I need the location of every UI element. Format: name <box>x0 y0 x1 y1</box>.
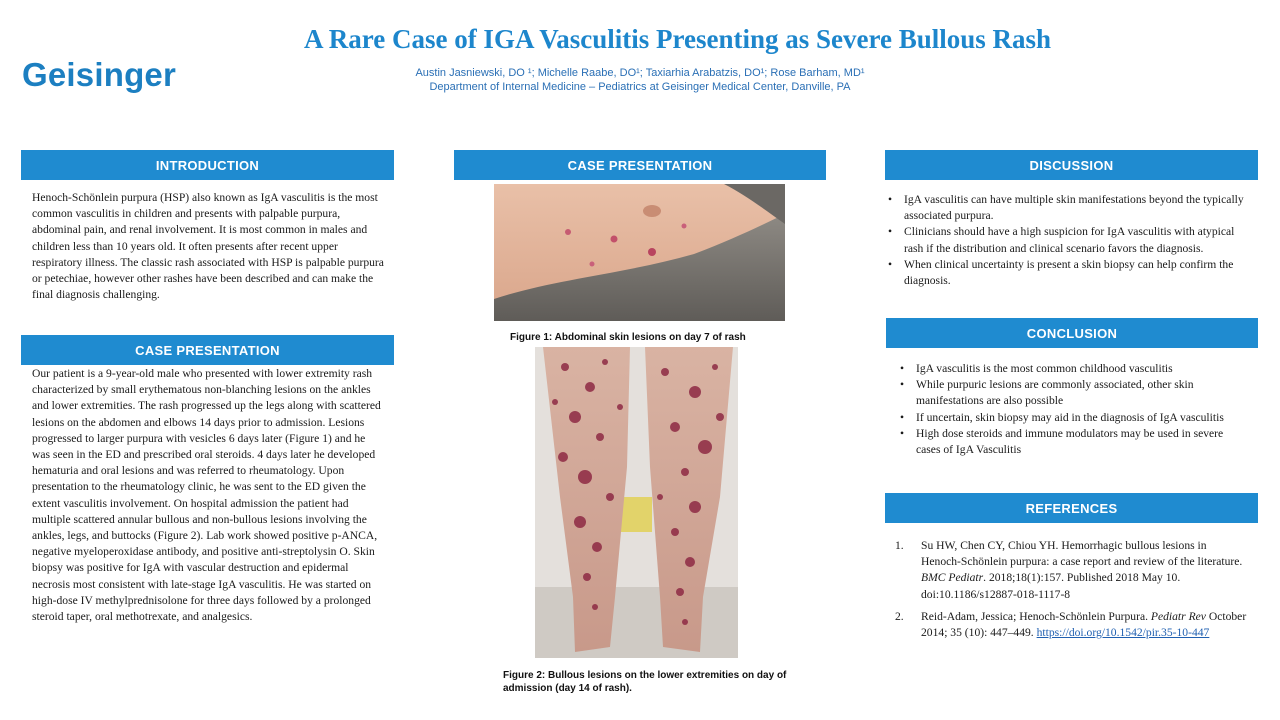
discussion-heading: DISCUSSION <box>885 150 1258 180</box>
conclusion-item: • High dose steroids and immune modulators may be used in severe cases of IgA Vasculitis <box>886 426 1246 458</box>
introduction-text: Henoch-Schönlein purpura (HSP) also known as IgA vasculitis is the most common vasculitis in children and presents with palpable purpura, abdominal pain, and renal involvement. It is most common in males and children less than 10 years old. It often presents after recent upper respiratory illness. The classic rash associated with HSP is palpable purpura or petechiae, however other rashes have been described and can make the final diagnosis challenging. <box>32 191 384 302</box>
reference-text: Reid-Adam, Jessica; Henoch-Schönlein Purpura. <box>921 609 1151 623</box>
reference-number: 2. <box>895 609 904 623</box>
figure-2-caption: Figure 2: Bullous lesions on the lower extremities on day of admission (day 14 of rash). <box>503 670 787 694</box>
case-presentation-text: Our patient is a 9-year-old male who presented with lower extremity rash characterized by small erythematous non-blanching lesions on the ankles and lower extremities. The rash progressed up the legs along with scattered lesions on the abdomen and elbows 14 days prior to admission. Lesions progressed to larger purpura with vesicles 6 days later (Figure 1) and he was seen in the ED and prescribed oral steroids. 4 days later he developed hematuria and oral lesions and was referred to rheumatology. Upon presentation to the rheumatology clinic, he was sent to the ED given the extent vasculitis involvement. On hospital admission the patient had multiple scattered annular bullous and non-bullous lesions involving the ankles, legs, and buttocks (Figure 2). Lab work showed positive p-ANCA, negative myeloperoxidase antibody, and positive anti-streptolysin O. Skin biopsy was positive for IgA with vascular destruction and epidermal necrosis most consistent with late-stage IgA vasculitis. He was started on high-dose IV methylprednisolone for three days followed by a prolonged steroid taper, oral methotrexate, and analgesics. <box>32 367 381 624</box>
reference-text: Su HW, Chen CY, Chiou YH. Hemorrhagic bullous lesions in Henoch-Schönlein purpura: a case report and review of the literature. <box>921 539 1243 569</box>
discussion-item: • When clinical uncertainty is present a skin biopsy can help confirm the diagnosis. <box>886 257 1246 289</box>
conclusion-item: • If uncertain, skin biopsy may aid in the diagnosis of IgA vasculitis <box>886 410 1246 426</box>
discussion-item: • IgA vasculitis can have multiple skin manifestations beyond the typically associated purpura. <box>886 192 1246 224</box>
geisinger-logo: Geisinger <box>22 56 177 93</box>
reference-item <box>895 538 1247 603</box>
discussion-item: • Clinicians should have a high suspicion for IgA vasculitis with atypical rash if the distribution and clinical scenario favors the diagnosis. <box>886 224 1246 256</box>
introduction-heading: INTRODUCTION <box>21 150 394 180</box>
poster-title: A Rare Case of IGA Vasculitis Presenting as Severe Bullous Rash <box>303 24 1052 54</box>
authors-line: Austin Jasniewski, DO ¹; Michelle Raabe, DO¹; Taxiarhia Arabatzis, DO¹; Rose Barham, MD¹ <box>415 67 865 79</box>
figure-1-abdomen-photo <box>494 184 785 321</box>
case-presentation-heading-center: CASE PRESENTATION <box>454 150 826 180</box>
figure-2-legs-photo <box>535 347 738 658</box>
figure-1-caption: Figure 1: Abdominal skin lesions on day 7 of rash <box>510 332 746 343</box>
references-heading: REFERENCES <box>885 493 1258 523</box>
conclusion-heading: CONCLUSION <box>886 318 1258 348</box>
reference-doi-link[interactable]: https://doi.org/10.1542/pir.35-10-447 <box>1036 626 1210 640</box>
conclusion-item: • While purpuric lesions are commonly associated, other skin manifestations are also possible <box>886 377 1246 409</box>
reference-text: October 2014; 35 (10): 447–449. <box>921 609 1247 640</box>
reference-journal: BMC Pediatr <box>921 571 984 585</box>
conclusion-item: • IgA vasculitis is the most common childhood vasculitis <box>886 361 1246 377</box>
references-list <box>895 538 1247 647</box>
case-presentation-heading-left: CASE PRESENTATION <box>21 335 394 365</box>
department-line: Department of Internal Medicine – Pediatrics at Geisinger Medical Center, Danville, PA <box>429 81 851 93</box>
reference-text: . 2018;18(1):157. Published 2018 May 10. doi:10.1186/s12887-018-1117-8 <box>921 571 1181 601</box>
reference-number: 1. <box>895 539 904 552</box>
reference-journal: Pediatr Rev <box>1150 609 1206 623</box>
reference-item <box>895 609 1247 641</box>
conclusion-list <box>886 361 1246 458</box>
discussion-list <box>886 192 1246 289</box>
